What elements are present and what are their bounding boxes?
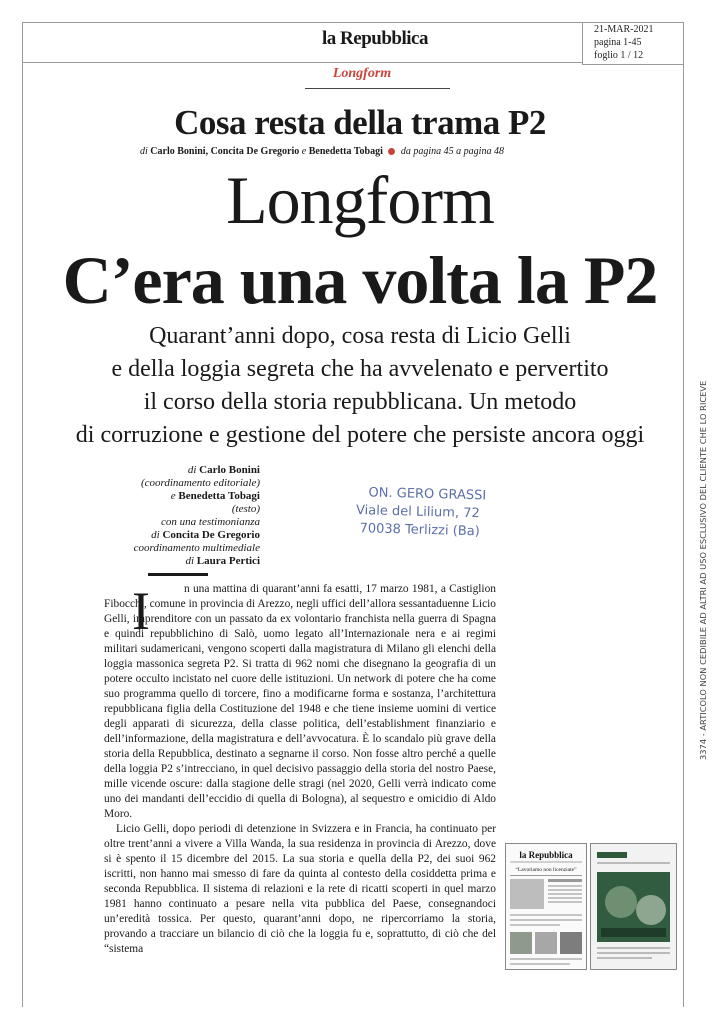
summary <box>40 320 680 452</box>
headline-line-2: C’era una volta la P2 <box>62 242 658 318</box>
credit-role-1: (coordinamento editoriale) <box>140 477 260 489</box>
copyright-notice <box>698 280 712 760</box>
byline-last-author: Benedetta Tobagi <box>308 146 383 157</box>
credits <box>100 464 260 568</box>
credit-role-2: (testo) <box>231 503 260 515</box>
red-dot-icon <box>388 148 395 155</box>
byline-pages: da pagina 45 a pagina 48 <box>400 146 504 157</box>
article-body <box>104 582 496 957</box>
paragraph: n una mattina di quarant’anni fa esatti, 17 marzo 1981, a Castiglion Fibocchi, comune in provincia di Arezzo, negli uffici dell’allora sessantaduenne Licio Gelli, imprenditore con un passato da ex volontario franchista nella guerra di Spagna e quindi repubblichino di Salò, uomo legato all’Internazionale nera e ai regimi militari sudamericani, vengono scoperti dalla magistratura di Milano gli elenchi della loggia massonica segreta P2. Si tratta di 962 nomi che disegnano la geografia di un potere occulto incistato nel cuore delle istituzioni. Un network di potere che ha come suo programma quello di torcere, fino a modificarne forma e sostanza, l’architettura repubblicana figlia della Costituzione del 1948 e che tiene insieme uomini di vertice degli apparati di sicurezza, della classe politica, dell’establishment finanziario e dell’informazione, della magistratura e dell’avvocatura. È lo scandalo più grave della storia della Repubblica, destinato a segnarne il corso. Non fosse altro perché a quelle della loggia P2 s’intrecciano, in quel decisivo passaggio della storia del nostro Paese, mille vicende oscure: dalla stagione delle stragi (nel 2020, Gelli verrà indicato come uno dei mandanti dell’eccidio di quella di Bologna), al sequestro e omicidio di Aldo Moro. <box>104 583 496 820</box>
page-frame-right <box>683 22 684 1007</box>
stamp-line-3: 70038 Terlizzi (Ba) <box>359 521 480 540</box>
summary-line: Quarant’anni dopo, cosa resta di Licio Gelli <box>149 323 571 349</box>
meta-pages: pagina 1-45 <box>594 37 642 48</box>
credits-di: di <box>187 464 197 476</box>
section-rule <box>305 88 450 89</box>
kicker-title: Cosa resta della trama P2 <box>174 103 546 142</box>
credit-name-3: Concita De Gregorio <box>162 529 260 541</box>
meta-date: 21-MAR-2021 <box>594 24 654 35</box>
summary-line: di corruzione e gestione del potere che persiste ancora oggi <box>75 422 645 448</box>
credit-name-2: Benedetta Tobagi <box>178 490 260 502</box>
longform-cover-thumbnail <box>590 843 677 970</box>
credit-name-4: Laura Pertici <box>196 555 260 567</box>
copyright-notice-text: 3374 - ARTICOLO NON CEDIBILE AD ALTRI AD USO ESCLUSIVO DEL CLIENTE CHE LO RICEVE <box>698 380 708 760</box>
paragraph: Licio Gelli, dopo periodi di detenzione in Svizzera e in Francia, ha continuato per oltre trent’anni a vivere a Villa Wanda, la sua residenza in provincia di Arezzo, dove si è spento il 15 dicembre del 2015. La sua storia e quella della P2, dei suoi 962 iscritti, non hanno mai smesso di fare da quinta al contesto della cosiddetta prima e seconda Repubblica. Il sistema di relazioni e la rete di ricatti scoperti in quel marzo 1981 hanno continuato a pesare nella vita pubblica del Paese, consegnandoci un’eredità tossica. Per questo, quarant’anni dopo, ne ripercorriamo la storia, provando a tracciare un bilancio di ciò che la loggia fu e, soprattutto, di ciò che del “sistema <box>104 823 496 955</box>
masthead-rule <box>22 62 582 63</box>
credit-role-3: coordinamento multimediale <box>133 542 260 554</box>
byline-authors: Carlo Bonini, Concita De Gregorio <box>150 146 300 157</box>
meta-sheet: foglio 1 / 12 <box>594 50 644 61</box>
section-label: Longform <box>332 66 392 81</box>
longform-cover-graphic <box>591 844 676 969</box>
credit-name-1: Carlo Bonini <box>199 464 260 476</box>
kicker-byline <box>140 146 660 157</box>
stamp-line-1: ON. GERO GRASSI <box>368 485 487 504</box>
drop-cap: I <box>132 581 150 641</box>
masthead: la Repubblica <box>322 28 428 49</box>
byline-prefix: di <box>140 146 148 157</box>
summary-line: e della loggia segreta che ha avvelenato e pervertito <box>111 356 609 382</box>
headline-line-1: Longform <box>226 162 494 238</box>
summary-line: il corso della storia repubblicana. Un metodo <box>143 389 577 415</box>
thumb-masthead: la Repubblica <box>519 850 573 860</box>
credits-di: di <box>151 529 160 541</box>
credits-di: di <box>185 555 195 567</box>
address-stamp <box>355 484 506 542</box>
credits-e: e <box>170 490 176 502</box>
front-page-thumbnail <box>505 843 587 970</box>
byline-conj: e <box>301 146 307 157</box>
stamp-line-2: Viale del Lilium, 72 <box>355 503 480 522</box>
thumb-headline: “Lavoriamo non licenziate” <box>515 867 577 873</box>
credits-rule <box>148 573 208 576</box>
front-page-thumbnail-graphic <box>506 844 586 969</box>
page-frame-left <box>22 22 23 1007</box>
credit-note: con una testimonianza <box>161 516 260 528</box>
